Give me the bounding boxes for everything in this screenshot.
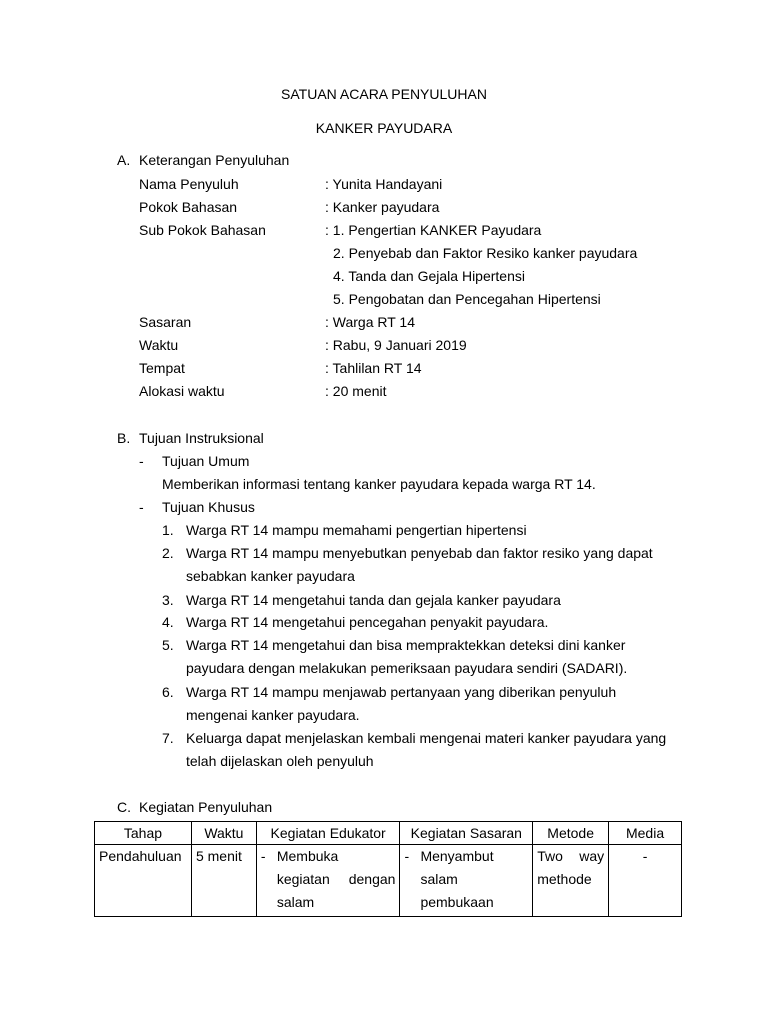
section-a-letter: A. xyxy=(117,152,131,168)
document-subtitle: KANKER PAYUDARA xyxy=(315,120,453,136)
cell-dash: - xyxy=(404,848,410,864)
tujuan-umum-text: Memberikan informasi tentang kanker payudara kepada warga RT 14. xyxy=(162,476,596,492)
cell-line: salam xyxy=(276,894,315,910)
list-item-text: Warga RT 14 mampu memahami pengertian hipertensi xyxy=(186,522,527,538)
section-c-letter: C. xyxy=(117,799,131,815)
cell-line: Membuka xyxy=(276,848,339,864)
list-item-text: telah dijelaskan oleh penyuluh xyxy=(186,753,374,769)
document-title: SATUAN ACARA PENYULUHAN xyxy=(281,86,487,102)
list-number: 6. xyxy=(162,684,174,700)
info-value: : Yunita Handayani xyxy=(325,176,443,192)
list-item-text: Warga RT 14 mampu menyebutkan penyebab dan faktor resiko yang dapat xyxy=(186,545,653,561)
cell-media: - xyxy=(609,845,682,917)
list-item-text: Warga RT 14 mengetahui dan bisa mempraktekkan deteksi dini kanker xyxy=(186,637,626,653)
tujuan-khusus-label: Tujuan Khusus xyxy=(162,499,255,515)
cell-line: Menyambut xyxy=(420,848,494,864)
list-number: 5. xyxy=(162,637,174,653)
list-item-text: payudara dengan melakukan pemeriksaan payudara sendiri (SADARI). xyxy=(186,660,628,676)
info-label: Sub Pokok Bahasan xyxy=(139,222,266,238)
table-header: Waktu xyxy=(191,822,256,845)
table-header: Metode xyxy=(533,822,609,845)
info-value: : 20 menit xyxy=(325,383,387,399)
info-label: Alokasi waktu xyxy=(139,383,225,399)
info-value: : Kanker payudara xyxy=(325,199,440,215)
info-label: Sasaran xyxy=(139,314,192,330)
info-value: : Warga RT 14 xyxy=(325,314,416,330)
list-number: 3. xyxy=(162,592,174,608)
info-label: Pokok Bahasan xyxy=(139,199,238,215)
info-value: : Rabu, 9 Januari 2019 xyxy=(325,337,467,353)
table-header: Kegiatan Sasaran xyxy=(400,822,533,845)
cell-sasaran xyxy=(400,845,533,917)
section-b-letter: B. xyxy=(117,430,131,446)
table-header-row xyxy=(95,822,682,845)
info-value: 5. Pengobatan dan Pencegahan Hipertensi xyxy=(333,291,601,307)
cell-line: methode xyxy=(537,871,592,887)
info-value: 4. Tanda dan Gejala Hipertensi xyxy=(333,268,525,284)
cell-edukator xyxy=(256,845,400,917)
tujuan-umum-label: Tujuan Umum xyxy=(162,453,250,469)
info-value: : 1. Pengertian KANKER Payudara xyxy=(325,222,542,238)
list-number: 2. xyxy=(162,545,174,561)
table-row xyxy=(95,845,682,917)
info-value: : Tahlilan RT 14 xyxy=(325,360,422,376)
list-item-text: Warga RT 14 mampu menjawab pertanyaan yang diberikan penyuluh xyxy=(186,684,617,700)
list-item-text: Keluarga dapat menjelaskan kembali mengenai materi kanker payudara yang xyxy=(186,730,667,746)
list-number: 1. xyxy=(162,522,174,538)
cell-line: Two way xyxy=(537,848,605,864)
list-item-text: Warga RT 14 mengetahui pencegahan penyakit payudara. xyxy=(186,614,549,630)
section-a-heading: Keterangan Penyuluhan xyxy=(139,152,290,168)
list-item-text: Warga RT 14 mengetahui tanda dan gejala kanker payudara xyxy=(186,592,561,608)
table-header: Media xyxy=(609,822,682,845)
list-number: 4. xyxy=(162,614,174,630)
info-value: 2. Penyebab dan Faktor Resiko kanker payudara xyxy=(333,245,638,261)
list-number: 7. xyxy=(162,730,174,746)
list-item-text: mengenai kanker payudara. xyxy=(186,707,360,723)
list-item-text: sebabkan kanker payudara xyxy=(186,568,355,584)
kegiatan-table xyxy=(94,821,682,917)
info-label: Tempat xyxy=(139,360,185,376)
table-header: Kegiatan Edukator xyxy=(256,822,400,845)
cell-line: kegiatan dengan xyxy=(276,871,396,887)
bullet-dash: - xyxy=(139,453,144,469)
info-label: Waktu xyxy=(139,337,179,353)
table-header: Tahap xyxy=(95,822,192,845)
cell-dash: - xyxy=(260,848,266,864)
cell-line: salam xyxy=(420,871,458,887)
cell-waktu: 5 menit xyxy=(191,845,256,917)
cell-metode xyxy=(533,845,609,917)
cell-line: pembukaan xyxy=(420,894,494,910)
cell-tahap: Pendahuluan xyxy=(95,845,192,917)
info-label: Nama Penyuluh xyxy=(139,176,239,192)
section-b-heading: Tujuan Instruksional xyxy=(139,430,264,446)
section-c-heading: Kegiatan Penyuluhan xyxy=(139,799,273,815)
bullet-dash: - xyxy=(139,499,144,515)
